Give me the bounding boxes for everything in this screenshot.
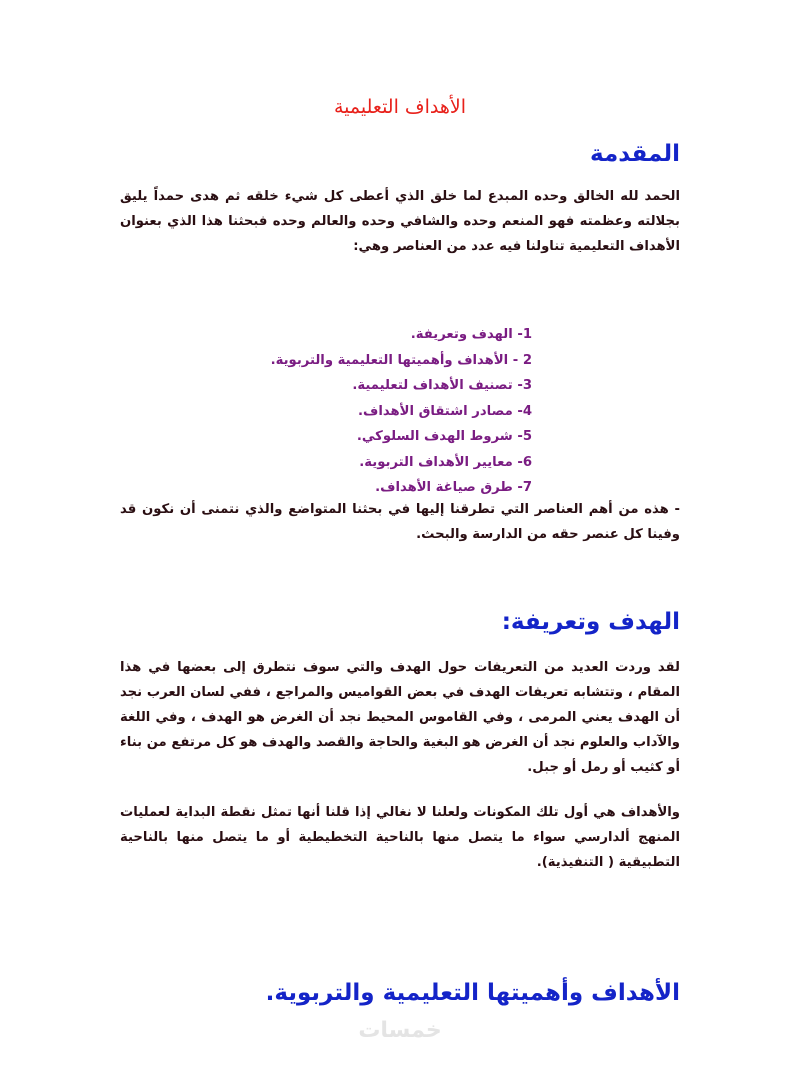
intro-heading: المقدمة bbox=[590, 141, 680, 167]
closing-note: - هذه من أهم العناصر التي تطرقنا إليها في بحثنا المتواضع والذي نتمنى أن نكون قد وفينا كل عنصر حقه من الدارسة والبحث. bbox=[120, 502, 680, 542]
list-item: 2 - الأهداف وأهميتها التعليمية والتربوية. bbox=[270, 352, 532, 368]
goal-definition-heading: الهدف وتعريفة: bbox=[501, 609, 680, 635]
intro-paragraph: الحمد لله الخالق وحده المبدع لما خلق الذي أعطى كل شيء خلقه ثم هدى حمداً يليق بجلالته وعظمته فهو المنعم وحده والشافي وحده والعالم وحده فبحثنا هذا الذي بعنوان الأهداف التعليمية تناولنا فيه عدد من العناصر وهي: bbox=[120, 189, 680, 254]
list-item: 1- الهدف وتعريفة. bbox=[410, 327, 532, 342]
elements-list bbox=[271, 322, 532, 501]
list-item: 4- مصادر اشتقاق الأهداف. bbox=[358, 403, 532, 419]
goal-definition-paragraph-2: والأهداف هي أول تلك المكونات ولعلنا لا نغالي إذا قلنا أنها تمثل نقطة البداية لعمليات المنهج ألدارسي سواء ما يتصل منها بالناحية التخطيطية أو ما يتصل منها بالناحية التطبيقية ( التنفيذية). bbox=[120, 805, 680, 870]
importance-heading: الأهداف وأهميتها التعليمية والتربوية. bbox=[265, 980, 680, 1006]
goal-definition-paragraph-1: لقد وردت العديد من التعريفات حول الهدف والتي سوف نتطرق إلى بعضها في هذا المقام ، وتتشابه تعريفات الهدف في بعض القواميس والمراجع ، ففي لسان العرب نجد أن الهدف يعني المرمى ، وفي القاموس المحيط نجد أن الغرض هو الهدف ، وفي اللغة والآداب والعلوم نجد أن الغرض هو البغية والحاجة والقصد والهدف هو كل مرتفع من بناء أو كثيب أو رمل أو جبل. bbox=[120, 660, 680, 775]
list-item: 5- شروط الهدف السلوكي. bbox=[356, 429, 532, 444]
list-item: 3- تصنيف الأهداف لتعليمية. bbox=[352, 378, 532, 393]
document-title: الأهداف التعليمية bbox=[333, 96, 467, 118]
watermark-logo: خمسات bbox=[358, 1018, 442, 1043]
list-item: 7- طرق صياغة الأهداف. bbox=[375, 480, 532, 495]
list-item: 6- معايير الأهداف التربوية. bbox=[359, 454, 532, 470]
